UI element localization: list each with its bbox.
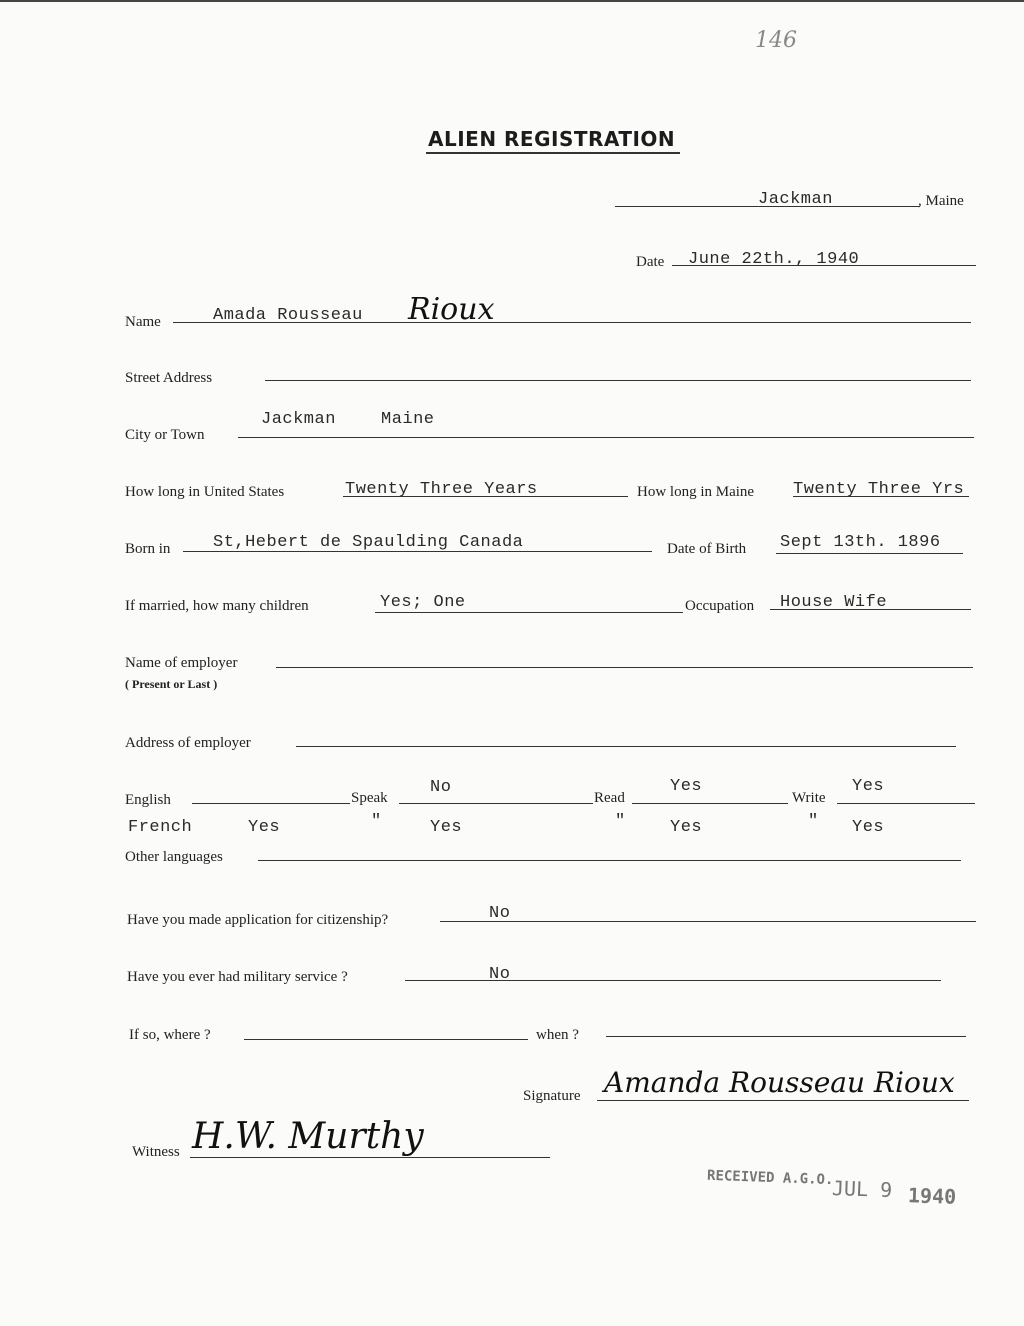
ditto-mark-3: " (808, 812, 819, 831)
english-line (192, 803, 350, 804)
signature-value: Amanda Rousseau Rioux (604, 1066, 955, 1099)
how-long-us-line (343, 496, 628, 497)
ditto-mark-1: " (371, 812, 382, 831)
english-label: English (125, 792, 171, 808)
french-read-value: Yes (670, 818, 703, 837)
signature-line (597, 1100, 969, 1101)
signature-label: Signature (523, 1088, 581, 1104)
street-address-line (265, 380, 971, 381)
how-long-us-label: How long in United States (125, 484, 285, 500)
street-address-label: Street Address (125, 370, 213, 386)
military-value: No (489, 965, 511, 984)
read-line (632, 803, 788, 804)
born-in-line (183, 551, 652, 552)
ditto-mark-2: " (615, 812, 626, 831)
employer-sublabel: ( Present or Last ) (125, 677, 218, 691)
state-label: , Maine (918, 193, 964, 209)
how-long-maine-line (793, 496, 969, 497)
received-stamp: RECEIVED A.G.O. (706, 1167, 834, 1189)
date-value: June 22th., 1940 (688, 250, 860, 269)
title-underline (426, 152, 680, 154)
scan-border (0, 0, 1024, 2)
write-label: Write (792, 790, 826, 806)
page-title: ALIEN REGISTRATION (428, 127, 676, 151)
citizenship-label: Have you made application for citizenship? (127, 912, 389, 928)
town-line (615, 206, 920, 207)
date-line (672, 265, 976, 266)
name-typed-value: Amada Rousseau (213, 306, 363, 325)
born-in-label: Born in (125, 541, 171, 557)
date-of-birth-label: Date of Birth (667, 541, 747, 557)
english-read-value: Yes (670, 777, 703, 796)
military-label: Have you ever had military service ? (127, 969, 348, 985)
children-value: Yes; One (380, 593, 466, 612)
when-label: when ? (536, 1027, 579, 1043)
city-label: City or Town (125, 427, 205, 443)
received-stamp-year: 1940 (907, 1183, 957, 1209)
write-line (837, 803, 975, 804)
speak-label: Speak (351, 790, 388, 806)
french-col1-value: Yes (248, 818, 281, 837)
date-of-birth-value: Sept 13th. 1896 (780, 533, 941, 552)
citizenship-value: No (489, 904, 511, 923)
children-label: If married, how many children (125, 598, 309, 614)
city-value: Jackman (261, 410, 336, 429)
witness-line (190, 1157, 550, 1158)
name-label: Name (125, 314, 161, 330)
children-line (375, 612, 683, 613)
how-long-us-value: Twenty Three Years (345, 480, 538, 499)
english-speak-value: No (430, 778, 452, 797)
french-label: French (128, 818, 193, 837)
date-of-birth-line (776, 553, 963, 554)
french-speak-value: Yes (430, 818, 463, 837)
occupation-value: House Wife (780, 593, 888, 612)
born-in-value: St,Hebert de Spaulding Canada (213, 533, 524, 552)
french-write-value: Yes (852, 818, 885, 837)
employer-line (276, 667, 973, 668)
received-stamp-date: JUL 9 (831, 1175, 893, 1203)
witness-signature: H.W. Murthy (192, 1116, 424, 1157)
when-line (606, 1036, 966, 1037)
how-long-maine-value: Twenty Three Yrs (793, 480, 965, 499)
employer-address-line (296, 746, 956, 747)
english-write-value: Yes (852, 777, 885, 796)
occupation-label: Occupation (685, 598, 755, 614)
name-line (173, 322, 971, 323)
town-value: Jackman (758, 190, 833, 209)
occupation-line (770, 609, 971, 610)
other-languages-label: Other languages (125, 849, 223, 865)
military-line (405, 980, 941, 981)
if-so-where-label: If so, where ? (129, 1027, 211, 1043)
state-value: Maine (381, 410, 435, 429)
page-number: 146 (755, 28, 797, 53)
name-handwritten-value: Rioux (408, 292, 495, 327)
citizenship-line (440, 921, 976, 922)
city-line (238, 437, 974, 438)
employer-address-label: Address of employer (125, 735, 251, 751)
date-label: Date (636, 254, 665, 270)
employer-label: Name of employer (125, 655, 238, 671)
speak-line (399, 803, 593, 804)
how-long-maine-label: How long in Maine (637, 484, 755, 500)
if-so-where-line (244, 1039, 528, 1040)
witness-label: Witness (132, 1144, 180, 1160)
read-label: Read (594, 790, 625, 806)
other-languages-line (258, 860, 961, 861)
